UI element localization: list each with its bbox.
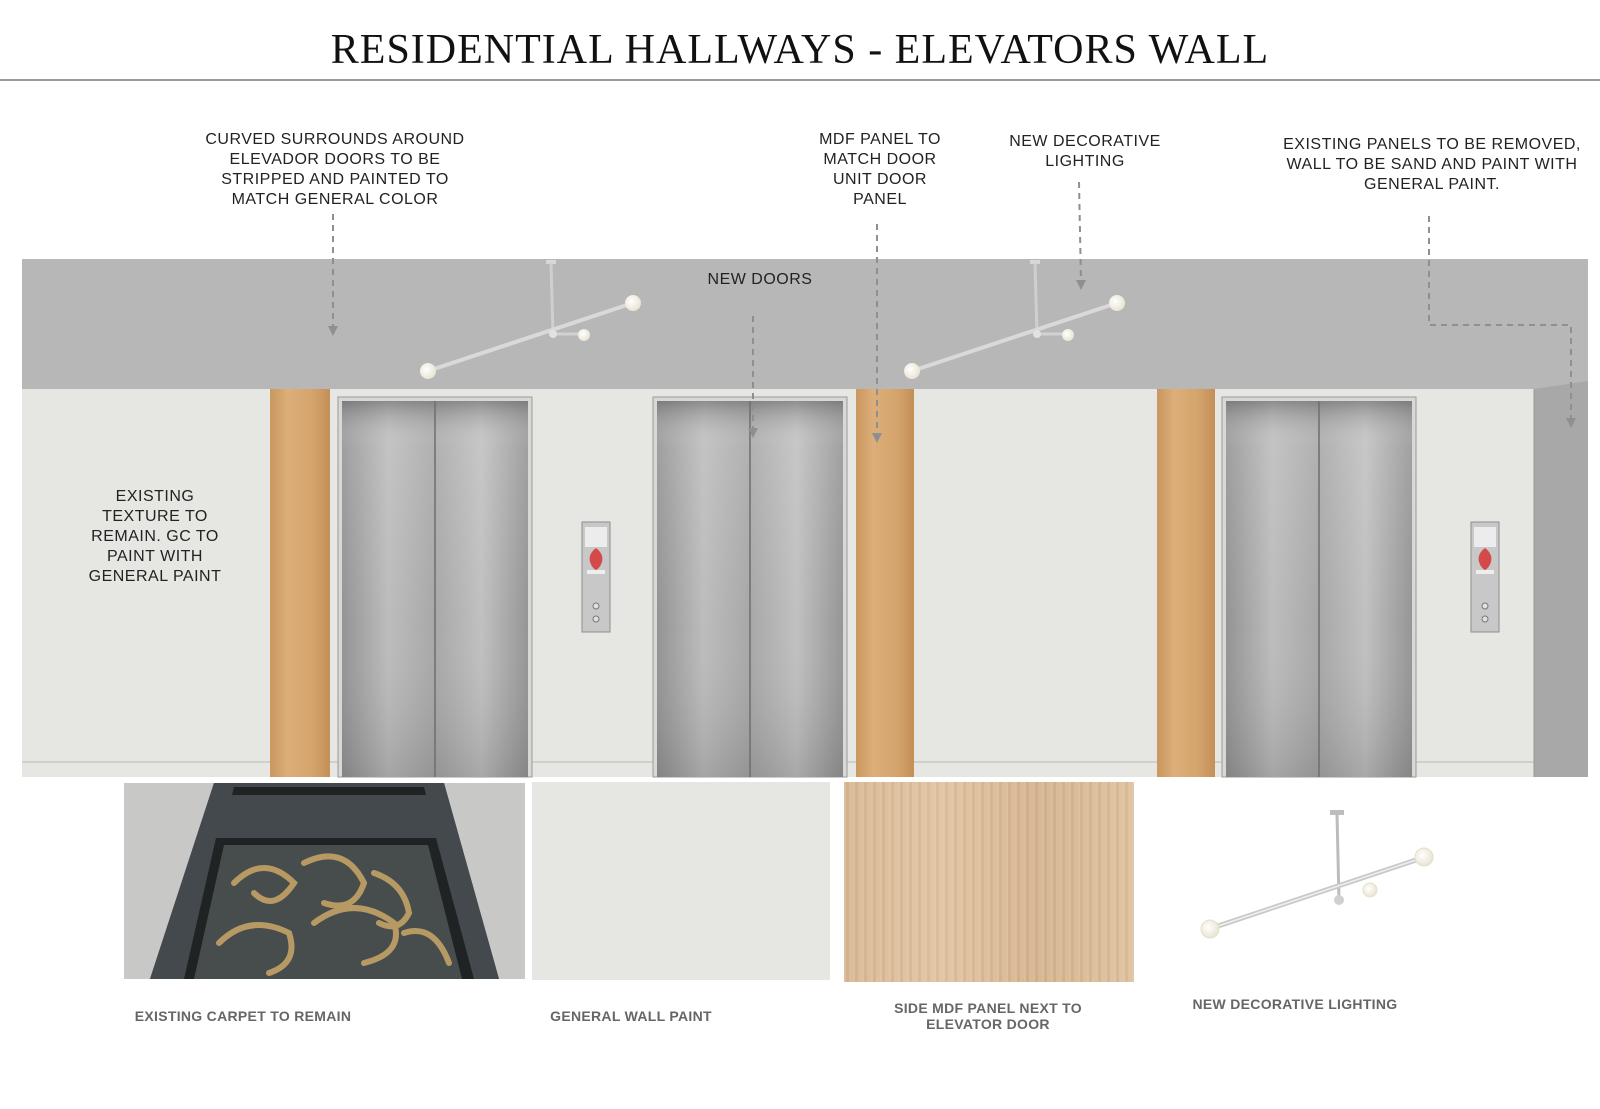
mdf-wood-swatch [844, 782, 1134, 982]
note-new-doors: NEW DOORS [707, 271, 813, 288]
note-existing-texture: EXISTING TEXTURE TO REMAIN. GC TO PAINT WITH GENERAL PAINT [88, 488, 222, 585]
wall-paint-swatch [532, 782, 830, 980]
note-mdf-panel: MDF PANEL TO MATCH DOOR UNIT DOOR PANEL [819, 131, 941, 208]
note-existing-panels: EXISTING PANELS TO BE REMOVED, WALL TO BE SAND AND PAINT WITH GENERAL PAINT. [1283, 136, 1581, 193]
elevator-door-icon [1222, 397, 1416, 777]
mdf-panel-3 [1157, 389, 1215, 777]
elevator-door-icon [653, 397, 847, 777]
elevator-door-icon [338, 397, 532, 777]
caption-carpet: EXISTING CARPET TO REMAIN [134, 1008, 352, 1024]
elevator-call-panel-icon [582, 522, 610, 632]
mdf-panel-1 [270, 389, 330, 777]
note-new-lighting: NEW DECORATIVE LIGHTING [1009, 133, 1161, 170]
mdf-panel-2 [856, 389, 914, 777]
note-curved-surrounds: CURVED SURROUNDS AROUND ELEVADOR DOORS TO BE STRIPPED AND PAINTED TO MATCH GENERAL COLOR [205, 131, 465, 208]
caption-paint: GENERAL WALL PAINT [550, 1008, 712, 1024]
caption-mdf: SIDE MDF PANEL NEXT TO ELEVATOR DOOR [894, 1000, 1082, 1032]
caption-lighting: NEW DECORATIVE LIGHTING [1192, 996, 1398, 1012]
elevator-call-panel-icon [1471, 522, 1499, 632]
carpet-swatch [124, 783, 525, 979]
page-title: RESIDENTIAL HALLWAYS - ELEVATORS WALL [330, 27, 1270, 73]
side-return-wall [1534, 381, 1588, 777]
pendant-light-icon [1190, 810, 1440, 950]
